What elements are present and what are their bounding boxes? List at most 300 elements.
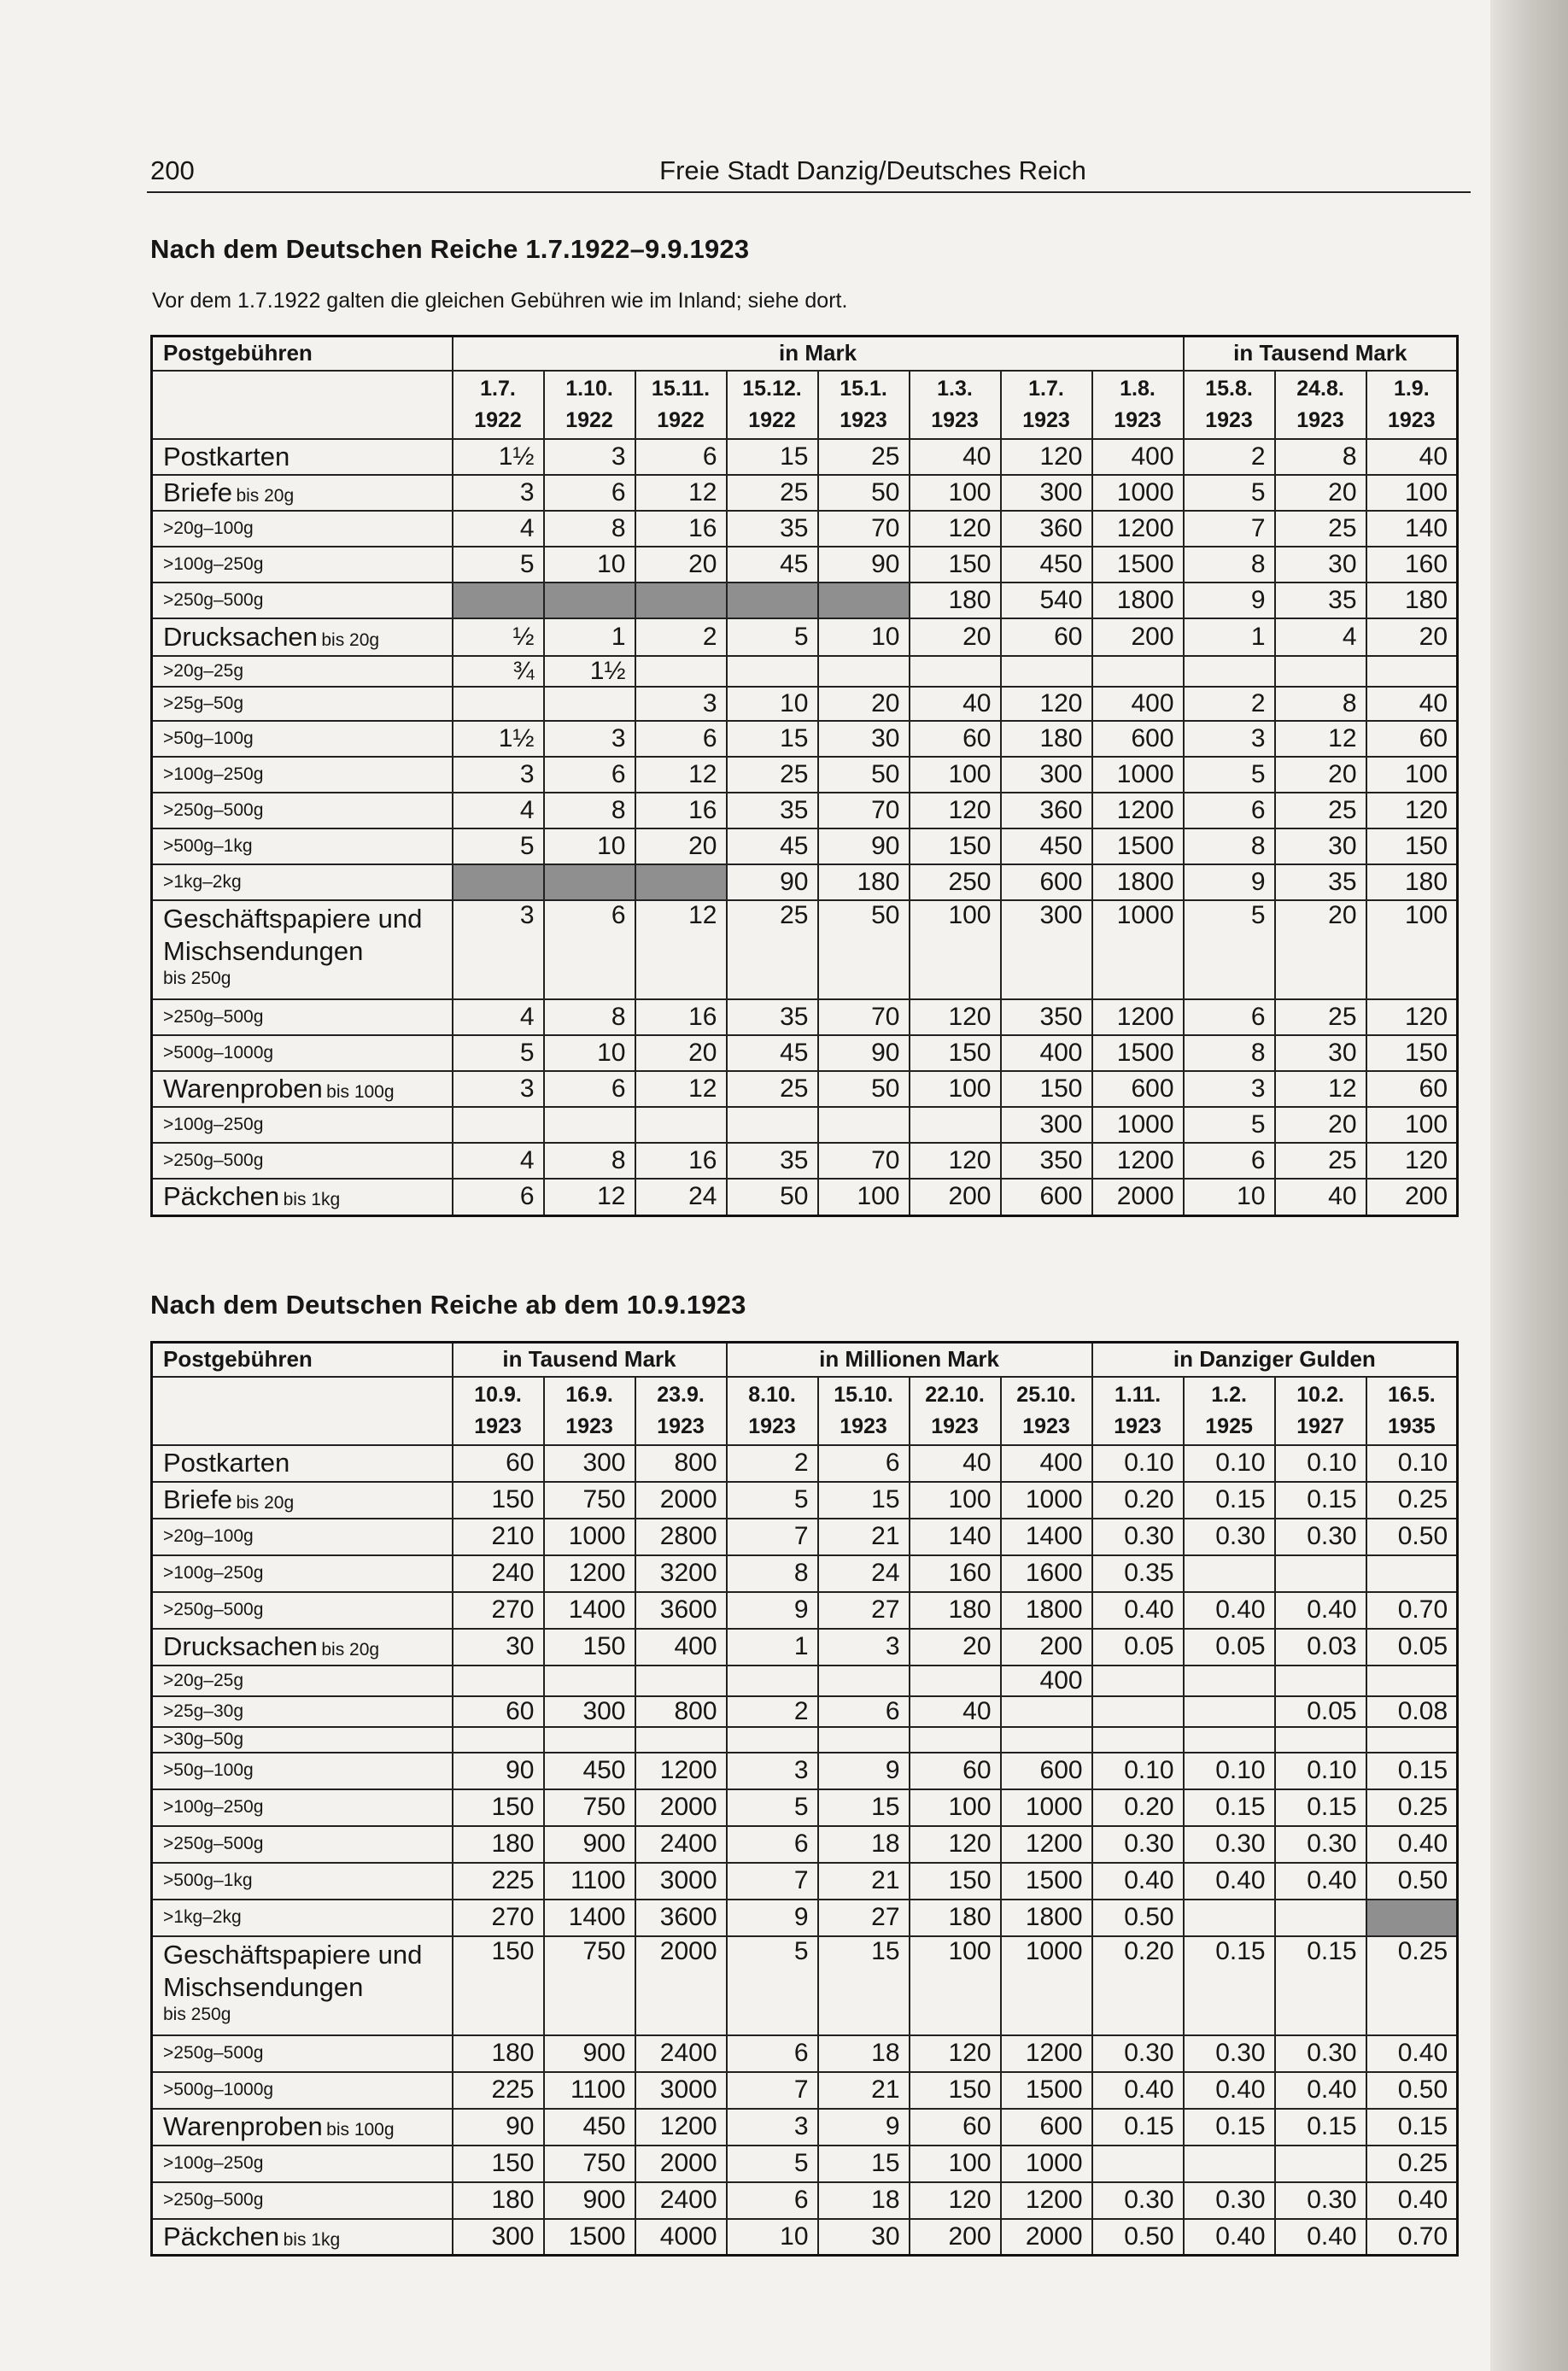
rate-cell: 0.20 xyxy=(1092,1936,1184,2035)
rate-cell: 40 xyxy=(1275,1179,1366,1216)
rate-cell: 8 xyxy=(544,793,635,828)
rate-cell: 2000 xyxy=(1001,2219,1092,2256)
rate-cell: 2 xyxy=(1184,687,1275,721)
date-column-header xyxy=(544,1377,635,1445)
category-cell xyxy=(152,687,453,721)
category-cell xyxy=(152,900,453,999)
rate-cell: 200 xyxy=(1092,618,1184,656)
table-row xyxy=(152,1629,1458,1666)
rate-cell: 50 xyxy=(818,475,910,511)
weight-range-label: >25g–50g xyxy=(163,693,244,713)
rate-cell: 0.03 xyxy=(1275,1629,1366,1666)
not-applicable-cell xyxy=(818,583,910,618)
rate-cell: 3 xyxy=(635,687,727,721)
not-applicable-cell xyxy=(635,583,727,618)
rate-cell: 25 xyxy=(1275,1143,1366,1179)
rate-cell xyxy=(1092,656,1184,687)
rate-cell: 35 xyxy=(727,999,818,1035)
rate-cell xyxy=(1184,1696,1275,1727)
rate-cell: 0.40 xyxy=(1366,1826,1458,1863)
rate-cell: 225 xyxy=(453,1863,544,1900)
date-year: 1935 xyxy=(1388,1414,1436,1438)
rate-cell: 0.40 xyxy=(1275,1863,1366,1900)
rate-cell: 150 xyxy=(453,2146,544,2182)
rate-cell: 2000 xyxy=(635,1789,727,1826)
category-cell xyxy=(152,475,453,511)
rate-cell: ¾ xyxy=(453,656,544,687)
rate-cell: 400 xyxy=(1092,687,1184,721)
rate-cell: 300 xyxy=(544,1445,635,1482)
date-day-month: 24.8. xyxy=(1296,376,1344,401)
not-applicable-cell xyxy=(635,864,727,900)
rate-cell: 150 xyxy=(1366,1035,1458,1071)
date-day-month: 1.11. xyxy=(1114,1382,1161,1407)
rate-cell: 150 xyxy=(1001,1071,1092,1107)
table-row xyxy=(152,475,1458,511)
rate-cell xyxy=(818,1107,910,1143)
rate-cell: 240 xyxy=(453,1555,544,1592)
date-year: 1922 xyxy=(657,407,705,432)
rate-cell: 1000 xyxy=(1001,2146,1092,2182)
date-column-header xyxy=(727,1377,818,1445)
rate-cell: 5 xyxy=(727,1936,818,2035)
not-applicable-cell xyxy=(453,864,544,900)
rate-cell: 8 xyxy=(1184,1035,1275,1071)
rate-cell: 35 xyxy=(1275,864,1366,900)
rate-cell: 2 xyxy=(1184,439,1275,475)
rate-cell xyxy=(1275,1727,1366,1753)
rate-cell: 0.40 xyxy=(1275,2219,1366,2256)
rate-cell: 400 xyxy=(1001,1035,1092,1071)
rate-cell: 150 xyxy=(910,1035,1001,1071)
rate-cell: 120 xyxy=(1001,439,1092,475)
rate-cell: 0.35 xyxy=(1092,1555,1184,1592)
rate-cell: 0.10 xyxy=(1366,1445,1458,1482)
rate-cell: 0.50 xyxy=(1092,2219,1184,2256)
rate-cell: 0.10 xyxy=(1092,1445,1184,1482)
rate-cell: 180 xyxy=(1001,721,1092,757)
rate-cell: 1800 xyxy=(1001,1900,1092,1936)
rate-cell: 0.25 xyxy=(1366,1482,1458,1519)
rate-cell: 0.50 xyxy=(1366,2072,1458,2109)
rate-cell: 35 xyxy=(1275,583,1366,618)
table-row xyxy=(152,1753,1458,1789)
rate-cell: 0.15 xyxy=(1275,1482,1366,1519)
rate-cell: 0.40 xyxy=(1092,1592,1184,1629)
rate-cell: 10 xyxy=(818,618,910,656)
table-row xyxy=(152,757,1458,793)
category-cell xyxy=(152,1071,453,1107)
rate-cell: 180 xyxy=(1366,583,1458,618)
category-cell xyxy=(152,2035,453,2072)
category-cell xyxy=(152,618,453,656)
rate-cell: 7 xyxy=(1184,511,1275,547)
rate-cell: 180 xyxy=(910,583,1001,618)
table-row xyxy=(152,900,1458,999)
weight-range-label: >100g–250g xyxy=(163,764,264,784)
rate-cell: 1000 xyxy=(1092,900,1184,999)
rate-cell xyxy=(1184,1666,1275,1696)
currency-group-header: in Mark xyxy=(453,337,1184,371)
rate-cell: 100 xyxy=(910,1482,1001,1519)
rate-cell: 3 xyxy=(544,439,635,475)
rate-cell: 300 xyxy=(453,2219,544,2256)
rate-cell: 600 xyxy=(1001,864,1092,900)
weight-qualifier: bis 1kg xyxy=(283,2229,341,2250)
date-year: 1923 xyxy=(931,1414,979,1438)
category-label: Briefe xyxy=(163,477,232,507)
rate-cell: 0.30 xyxy=(1275,2182,1366,2219)
rate-cell: 6 xyxy=(453,1179,544,1216)
rate-cell: 3 xyxy=(453,900,544,999)
rate-cell: 15 xyxy=(727,439,818,475)
rate-cell xyxy=(1001,656,1092,687)
category-label: Warenproben xyxy=(163,2111,323,2141)
rate-cell: 900 xyxy=(544,1826,635,1863)
rate-cell: 5 xyxy=(727,618,818,656)
rates-table-from-1923 xyxy=(150,1341,1459,2257)
table-row xyxy=(152,1071,1458,1107)
rate-cell: 1000 xyxy=(1001,1936,1092,2035)
rate-cell xyxy=(1366,656,1458,687)
rate-cell: 20 xyxy=(635,547,727,583)
category-cell xyxy=(152,439,453,475)
table-row xyxy=(152,2072,1458,2109)
rate-cell: 0.30 xyxy=(1184,2035,1275,2072)
rate-cell: 0.30 xyxy=(1092,2035,1184,2072)
rate-cell: 30 xyxy=(1275,547,1366,583)
category-cell xyxy=(152,828,453,864)
rate-cell: 400 xyxy=(635,1629,727,1666)
rate-cell xyxy=(1184,1555,1275,1592)
rate-cell: 900 xyxy=(544,2035,635,2072)
rate-cell: 20 xyxy=(1275,757,1366,793)
rate-cell: 1000 xyxy=(1092,1107,1184,1143)
rate-cell: 6 xyxy=(544,475,635,511)
postgebuehren-header: Postgebühren xyxy=(152,337,453,371)
rate-cell: 0.05 xyxy=(1275,1696,1366,1727)
rate-cell: 270 xyxy=(453,1900,544,1936)
rate-cell xyxy=(544,1666,635,1696)
rate-cell xyxy=(818,1727,910,1753)
date-header-row xyxy=(152,371,1458,439)
rate-cell xyxy=(1001,1696,1092,1727)
rate-cell: 180 xyxy=(1366,864,1458,900)
rate-cell: 3 xyxy=(1184,1071,1275,1107)
rate-cell: 300 xyxy=(1001,475,1092,511)
rate-cell: 5 xyxy=(453,828,544,864)
rate-cell xyxy=(1092,2146,1184,2182)
rate-cell: 1100 xyxy=(544,2072,635,2109)
rate-cell: 3 xyxy=(818,1629,910,1666)
rate-cell: 50 xyxy=(818,757,910,793)
rate-cell: 45 xyxy=(727,828,818,864)
rate-cell: 20 xyxy=(1275,475,1366,511)
rate-cell: 900 xyxy=(544,2182,635,2219)
rate-cell: 0.15 xyxy=(1184,2109,1275,2146)
rate-cell: 12 xyxy=(635,757,727,793)
rate-cell: 750 xyxy=(544,1936,635,2035)
rate-cell: 0.15 xyxy=(1275,1789,1366,1826)
date-year: 1922 xyxy=(565,407,613,432)
rate-cell: 100 xyxy=(910,757,1001,793)
rate-cell: 24 xyxy=(818,1555,910,1592)
weight-range-label: >250g–500g xyxy=(163,1006,264,1027)
rate-cell: 750 xyxy=(544,2146,635,2182)
rate-cell: 60 xyxy=(910,1753,1001,1789)
rate-cell: 2 xyxy=(727,1445,818,1482)
rate-cell: 21 xyxy=(818,1519,910,1555)
rate-cell: 1500 xyxy=(1001,1863,1092,1900)
weight-range-label: >25g–30g xyxy=(163,1701,244,1721)
rate-cell: 2 xyxy=(727,1696,818,1727)
rate-cell: 540 xyxy=(1001,583,1092,618)
rate-cell: 100 xyxy=(1366,1107,1458,1143)
date-day-month: 15.8. xyxy=(1205,376,1253,401)
weight-range-label: >250g–500g xyxy=(163,1600,264,1619)
table-row xyxy=(152,1482,1458,1519)
rate-cell xyxy=(453,1727,544,1753)
rate-cell: 20 xyxy=(1275,900,1366,999)
rate-cell xyxy=(453,687,544,721)
rate-cell: 150 xyxy=(453,1936,544,2035)
rate-cell: 6 xyxy=(1184,793,1275,828)
rate-cell: 45 xyxy=(727,547,818,583)
rate-cell xyxy=(910,1107,1001,1143)
rate-cell xyxy=(544,687,635,721)
category-label: Briefe xyxy=(163,1484,232,1514)
rate-cell: 7 xyxy=(727,1863,818,1900)
table-row xyxy=(152,547,1458,583)
weight-range-label: >500g–1000g xyxy=(163,2080,274,2099)
category-cell xyxy=(152,1179,453,1216)
rate-cell: 0.30 xyxy=(1275,1519,1366,1555)
rate-cell: 350 xyxy=(1001,1143,1092,1179)
rate-cell xyxy=(453,1666,544,1696)
rate-cell: 300 xyxy=(1001,900,1092,999)
date-day-month: 1.7. xyxy=(1028,376,1064,401)
weight-qualifier: bis 250g xyxy=(163,2004,231,2024)
date-column-header xyxy=(453,1377,544,1445)
rate-cell: 300 xyxy=(1001,757,1092,793)
weight-range-label: >50g–100g xyxy=(163,728,254,748)
rate-cell: 5 xyxy=(1184,1107,1275,1143)
rate-cell: 200 xyxy=(1001,1629,1092,1666)
category-label: Päckchen xyxy=(163,2221,280,2251)
rate-cell: 0.10 xyxy=(1092,1753,1184,1789)
rate-cell: 3 xyxy=(453,757,544,793)
rate-cell: 0.25 xyxy=(1366,1936,1458,2035)
table-row xyxy=(152,583,1458,618)
category-cell xyxy=(152,1900,453,1936)
date-column-header xyxy=(1275,371,1366,439)
rate-cell: 150 xyxy=(1366,828,1458,864)
date-column-header xyxy=(1092,1377,1184,1445)
running-head xyxy=(147,152,1471,193)
rate-cell xyxy=(1184,1900,1275,1936)
rate-cell: 750 xyxy=(544,1789,635,1826)
postgebuehren-header: Postgebühren xyxy=(152,1343,453,1377)
category-cell xyxy=(152,2219,453,2256)
rate-cell: 25 xyxy=(727,475,818,511)
rate-cell: 1100 xyxy=(544,1863,635,1900)
rate-cell: 150 xyxy=(910,2072,1001,2109)
weight-range-label: >250g–500g xyxy=(163,2043,264,2063)
weight-range-label: >20g–25g xyxy=(163,1670,244,1690)
rate-cell: 150 xyxy=(910,547,1001,583)
rate-cell: 800 xyxy=(635,1696,727,1727)
rate-cell xyxy=(635,656,727,687)
rate-cell xyxy=(727,1107,818,1143)
rate-cell: 1200 xyxy=(1001,2182,1092,2219)
table-row xyxy=(152,1519,1458,1555)
rate-cell: 3 xyxy=(544,721,635,757)
rate-cell: 1200 xyxy=(635,1753,727,1789)
rate-cell: 3000 xyxy=(635,2072,727,2109)
rate-cell: 400 xyxy=(1001,1445,1092,1482)
rate-cell: 0.30 xyxy=(1184,1826,1275,1863)
rate-cell: 0.15 xyxy=(1366,1753,1458,1789)
rate-cell: 120 xyxy=(910,2035,1001,2072)
date-year: 1923 xyxy=(565,1414,613,1438)
rate-cell: 0.70 xyxy=(1366,2219,1458,2256)
rate-cell: 4 xyxy=(1275,618,1366,656)
rate-cell: 3000 xyxy=(635,1863,727,1900)
rate-cell: 150 xyxy=(910,1863,1001,1900)
rate-cell: 0.40 xyxy=(1366,2182,1458,2219)
rate-cell: 1200 xyxy=(1092,999,1184,1035)
rate-cell: 0.50 xyxy=(1366,1519,1458,1555)
rate-cell: 6 xyxy=(635,439,727,475)
rate-cell: 12 xyxy=(544,1179,635,1216)
category-cell xyxy=(152,793,453,828)
weight-range-label: >500g–1kg xyxy=(163,1870,253,1890)
date-day-month: 10.2. xyxy=(1296,1382,1344,1407)
rate-cell: 0.15 xyxy=(1275,1936,1366,2035)
table-row xyxy=(152,1555,1458,1592)
rate-cell: 90 xyxy=(818,1035,910,1071)
weight-range-label: >100g–250g xyxy=(163,553,264,574)
rate-cell: 1500 xyxy=(1092,828,1184,864)
date-year: 1922 xyxy=(474,407,522,432)
rate-cell: 20 xyxy=(910,618,1001,656)
date-column-header xyxy=(635,1377,727,1445)
rate-cell: 27 xyxy=(818,1900,910,1936)
table-row xyxy=(152,1445,1458,1482)
weight-range-label: >250g–500g xyxy=(163,1834,264,1853)
rate-cell xyxy=(1092,1696,1184,1727)
rate-cell: 90 xyxy=(727,864,818,900)
rates-table-1922-1923 xyxy=(150,335,1459,1217)
category-cell xyxy=(152,1143,453,1179)
date-column-header xyxy=(453,371,544,439)
rate-cell: 70 xyxy=(818,511,910,547)
table-row xyxy=(152,656,1458,687)
rate-cell: 40 xyxy=(1366,439,1458,475)
currency-group-header: in Tausend Mark xyxy=(453,1343,727,1377)
rate-cell: 16 xyxy=(635,511,727,547)
rate-cell: 120 xyxy=(910,999,1001,1035)
rate-cell: 20 xyxy=(635,1035,727,1071)
rate-cell: 1500 xyxy=(1092,1035,1184,1071)
rate-cell: 70 xyxy=(818,999,910,1035)
rate-cell: 12 xyxy=(635,475,727,511)
rate-cell: 1000 xyxy=(1092,757,1184,793)
rate-cell: 140 xyxy=(910,1519,1001,1555)
not-applicable-cell xyxy=(727,583,818,618)
rate-cell: 100 xyxy=(1366,900,1458,999)
rate-cell: 2000 xyxy=(635,1482,727,1519)
section1-heading: Nach dem Deutschen Reiche 1.7.1922–9.9.1923 xyxy=(150,234,750,264)
rate-cell: 60 xyxy=(1366,1071,1458,1107)
not-applicable-cell xyxy=(453,583,544,618)
rate-cell: 15 xyxy=(818,1482,910,1519)
rate-cell xyxy=(1275,1666,1366,1696)
rate-cell: 5 xyxy=(1184,475,1275,511)
rate-cell: 120 xyxy=(910,1826,1001,1863)
rate-cell: 360 xyxy=(1001,793,1092,828)
category-cell xyxy=(152,999,453,1035)
rate-cell: 90 xyxy=(818,828,910,864)
rate-cell: 7 xyxy=(727,1519,818,1555)
rate-cell xyxy=(727,656,818,687)
rate-cell: 10 xyxy=(727,687,818,721)
rate-cell xyxy=(1184,1727,1275,1753)
category-label: Warenproben xyxy=(163,1073,323,1104)
rate-cell xyxy=(1184,656,1275,687)
rate-cell: 8 xyxy=(544,999,635,1035)
table-row xyxy=(152,864,1458,900)
rate-cell: 1400 xyxy=(1001,1519,1092,1555)
rate-cell: 1800 xyxy=(1001,1592,1092,1629)
date-year: 1923 xyxy=(474,1414,522,1438)
rate-cell: 12 xyxy=(1275,1071,1366,1107)
table-row xyxy=(152,1863,1458,1900)
weight-qualifier: bis 100g xyxy=(326,1081,395,1102)
rate-cell: 2000 xyxy=(635,1936,727,2035)
date-day-month: 8.10. xyxy=(748,1382,796,1407)
rate-cell: 1 xyxy=(544,618,635,656)
category-cell xyxy=(152,583,453,618)
rate-cell: 600 xyxy=(1001,1753,1092,1789)
rate-cell: 27 xyxy=(818,1592,910,1629)
rate-cell: 8 xyxy=(1184,547,1275,583)
table-row xyxy=(152,1789,1458,1826)
rate-cell: 450 xyxy=(544,1753,635,1789)
rate-cell: 50 xyxy=(818,900,910,999)
rate-cell: 450 xyxy=(1001,547,1092,583)
rate-cell: 100 xyxy=(910,1071,1001,1107)
table-row xyxy=(152,1666,1458,1696)
date-year: 1923 xyxy=(1114,1414,1161,1438)
rate-cell xyxy=(910,1666,1001,1696)
rate-cell: 0.15 xyxy=(1275,2109,1366,2146)
rate-cell: 800 xyxy=(635,1445,727,1482)
weight-range-label: >100g–250g xyxy=(163,1797,264,1817)
rate-cell: 120 xyxy=(1366,999,1458,1035)
date-year: 1923 xyxy=(1114,407,1161,432)
date-year: 1922 xyxy=(748,407,796,432)
category-label: Drucksachen xyxy=(163,621,318,652)
rate-cell xyxy=(818,656,910,687)
date-day-month: 1.9. xyxy=(1393,376,1430,401)
category-cell xyxy=(152,1107,453,1143)
weight-range-label: >20g–100g xyxy=(163,1526,254,1546)
rate-cell xyxy=(1275,1900,1366,1936)
weight-range-label: >250g–500g xyxy=(163,589,264,610)
rate-cell xyxy=(1275,1555,1366,1592)
rate-cell: 5 xyxy=(727,1789,818,1826)
